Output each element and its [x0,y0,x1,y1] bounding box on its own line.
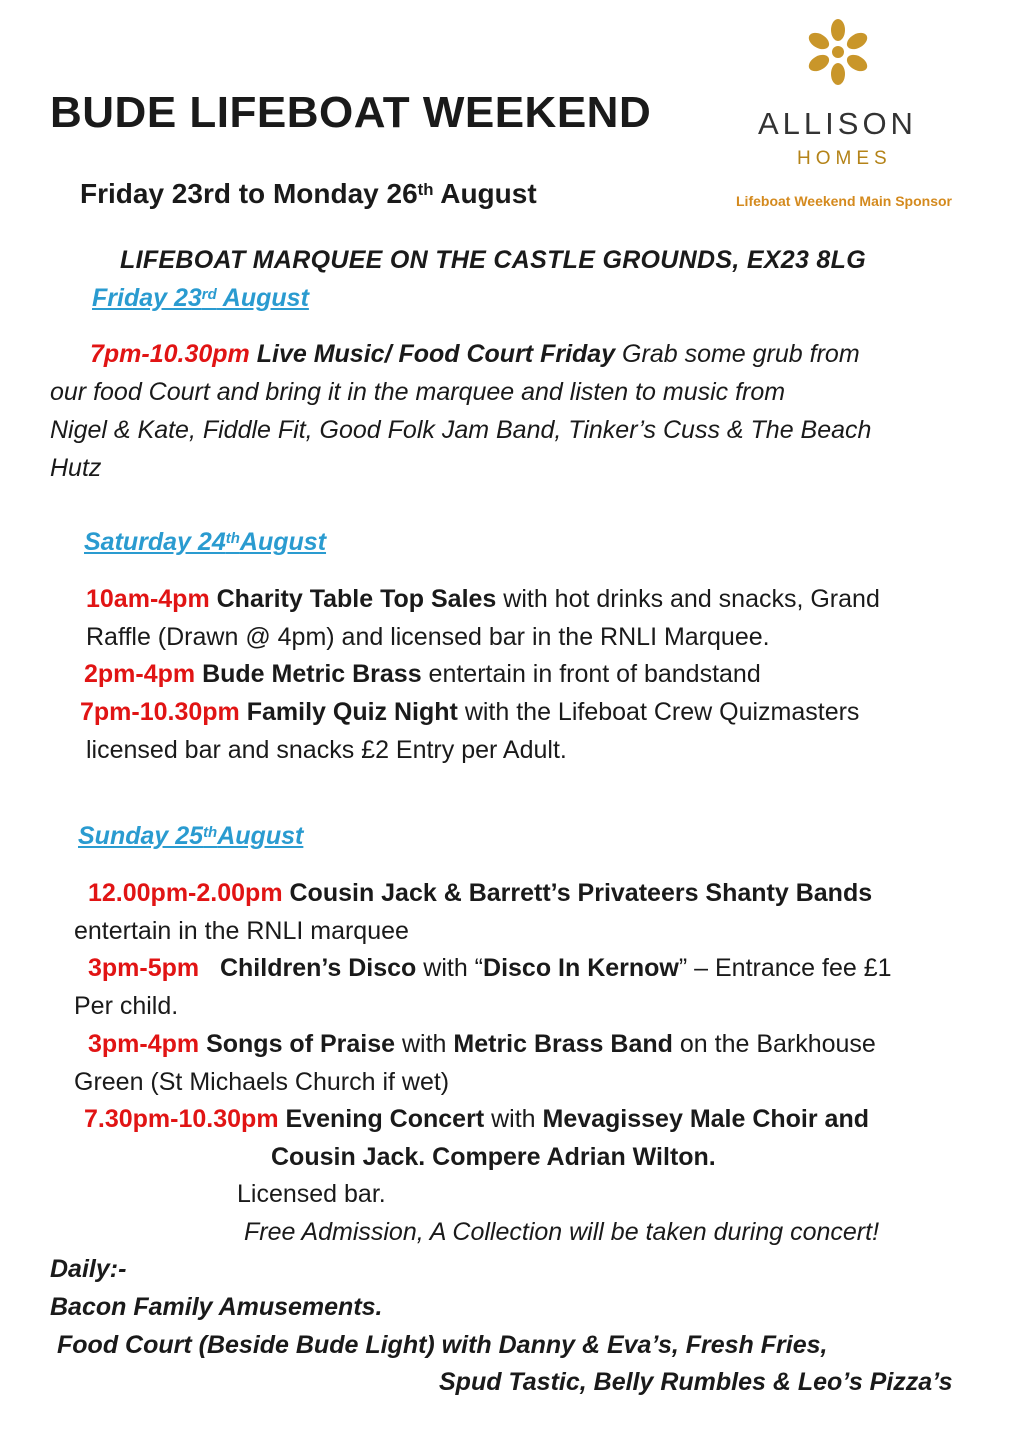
saturday-event-3: 7pm-10.30pm Family Quiz Night with the Lifeboat Crew Quizmasters [80,698,860,726]
saturday-event-1-line2: Raffle (Drawn @ 4pm) and licensed bar in the RNLI Marquee. [86,623,770,651]
sunday-event-4-line4: Free Admission, A Collection will be taken during concert! [244,1218,880,1246]
saturday-heading: Saturday 24thAugust [84,528,327,556]
sunday-event-1-line2: entertain in the RNLI marquee [74,917,409,945]
daily-line3: Spud Tastic, Belly Rumbles & Leo’s Pizza’s [439,1368,953,1396]
friday-event: 7pm-10.30pm Live Music/ Food Court Friday Grab some grub from [90,340,860,368]
saturday-event-2: 2pm-4pm Bude Metric Brass entertain in front of bandstand [84,660,761,688]
sponsor-brand: ALLISON [758,106,917,141]
event-dates: Friday 23rd to Monday 26th August [80,178,537,209]
friday-heading: Friday 23rd August [92,284,309,312]
friday-line3: Nigel & Kate, Fiddle Fit, Good Folk Jam Band, Tinker’s Cuss & The Beach [50,416,872,444]
sunday-event-4-line3: Licensed bar. [237,1180,386,1208]
sponsor-caption: Lifeboat Weekend Main Sponsor [736,193,952,209]
sponsor-subbrand: HOMES [797,148,892,169]
sunday-heading: Sunday 25thAugust [78,822,304,850]
friday-line2: our food Court and bring it in the marquee and listen to music from [50,378,786,406]
daily-line2: Food Court (Beside Bude Light) with Danny & Eva’s, Fresh Fries, [57,1331,828,1359]
daily-heading: Daily:- [50,1255,127,1283]
sunday-event-1: 12.00pm-2.00pm Cousin Jack & Barrett’s Privateers Shanty Bands [88,879,873,907]
sunday-event-3: 3pm-4pm Songs of Praise with Metric Brass Band on the Barkhouse [88,1030,876,1058]
sunday-event-4: 7.30pm-10.30pm Evening Concert with Mevagissey Male Choir and [84,1105,870,1133]
daily-line1: Bacon Family Amusements. [50,1293,383,1321]
friday-line4: Hutz [50,454,102,482]
saturday-event-3-line2: licensed bar and snacks £2 Entry per Adult. [86,736,567,764]
sunday-event-3-line2: Green (St Michaels Church if wet) [74,1068,450,1096]
sunday-event-2-line2: Per child. [74,992,179,1020]
page-title: BUDE LIFEBOAT WEEKEND [50,88,652,137]
sunday-event-2: 3pm-5pm Children’s Disco with “Disco In Kernow” – Entrance fee £1 [88,954,892,982]
allison-flower-logo-icon [806,16,870,88]
venue-heading: LIFEBOAT MARQUEE ON THE CASTLE GROUNDS, EX23 8LG [120,246,866,274]
saturday-event-1: 10am-4pm Charity Table Top Sales with hot drinks and snacks, Grand [86,585,880,613]
sunday-event-4-line2: Cousin Jack. Compere Adrian Wilton. [271,1143,716,1171]
